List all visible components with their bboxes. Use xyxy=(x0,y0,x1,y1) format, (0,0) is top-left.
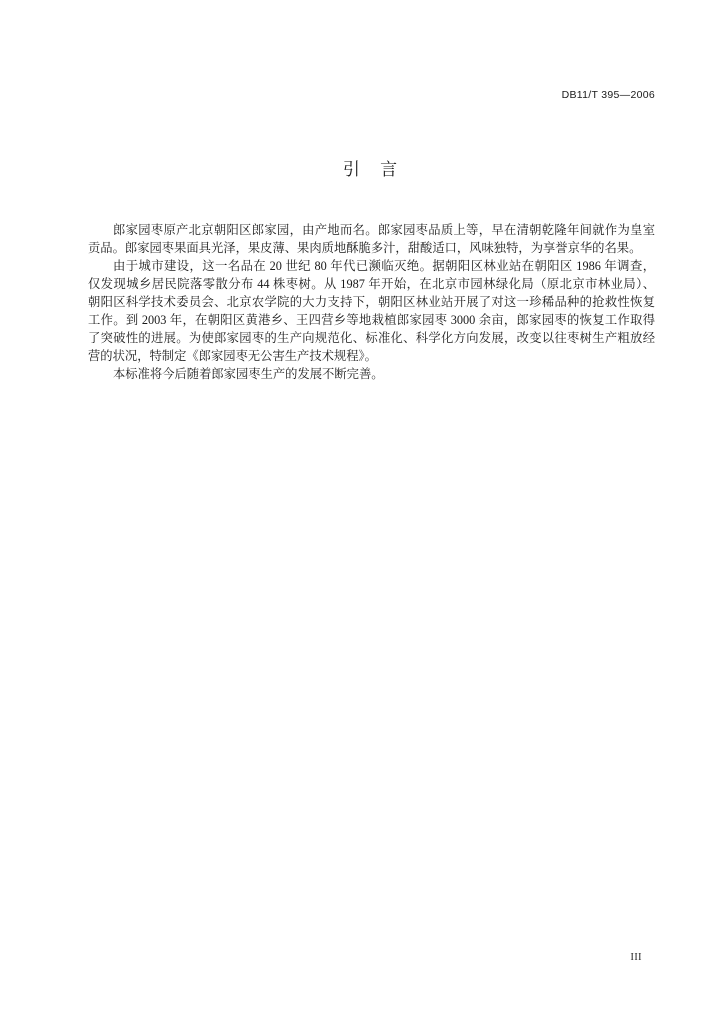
paragraph-line: 工作。到 2003 年，在朝阳区黄港乡、王四营乡等地栽植郎家园枣 3000 余亩，郎家园枣的恢复工作取得 xyxy=(88,313,655,327)
intro-paragraph xyxy=(88,365,655,383)
intro-paragraph xyxy=(88,257,655,365)
intro-paragraph xyxy=(88,221,655,257)
page-number: III xyxy=(630,952,642,963)
standard-code: DB11/T 395—2006 xyxy=(561,89,655,101)
paragraph-line: 了突破性的进展。为使郎家园枣的生产向规范化、标准化、科学化方向发展，改变以往枣树生产粗放经 xyxy=(88,331,655,345)
paragraph-line: 贡品。郎家园枣果面具光泽，果皮薄、果肉质地酥脆多汁，甜酸适口，风味独特，为享誉京华的名果。 xyxy=(88,241,642,255)
paragraph-line: 本标准将今后随着郎家园枣生产的发展不断完善。 xyxy=(113,367,384,381)
paragraph-line: 仅发现城乡居民院落零散分布 44 株枣树。从 1987 年开始，在北京市园林绿化局（原北京市林业局）、 xyxy=(88,277,655,291)
paragraph-line: 由于城市建设，这一名品在 20 世纪 80 年代已濒临灭绝。据朝阳区林业站在朝阳区 1986 年调查， xyxy=(113,259,655,273)
introduction-body xyxy=(88,221,655,383)
page-title: 引 言 xyxy=(342,160,398,179)
paragraph-line: 营的状况，特制定《郎家园枣无公害生产技术规程》。 xyxy=(88,349,377,363)
paragraph-line: 郎家园枣原产北京朝阳区郎家园，由产地而名。郎家园枣品质上等，早在清朝乾隆年间就作为皇室 xyxy=(113,223,655,237)
paragraph-line: 朝阳区科学技术委员会、北京农学院的大力支持下，朝阳区林业站开展了对这一珍稀品种的抢救性恢复 xyxy=(88,295,655,309)
